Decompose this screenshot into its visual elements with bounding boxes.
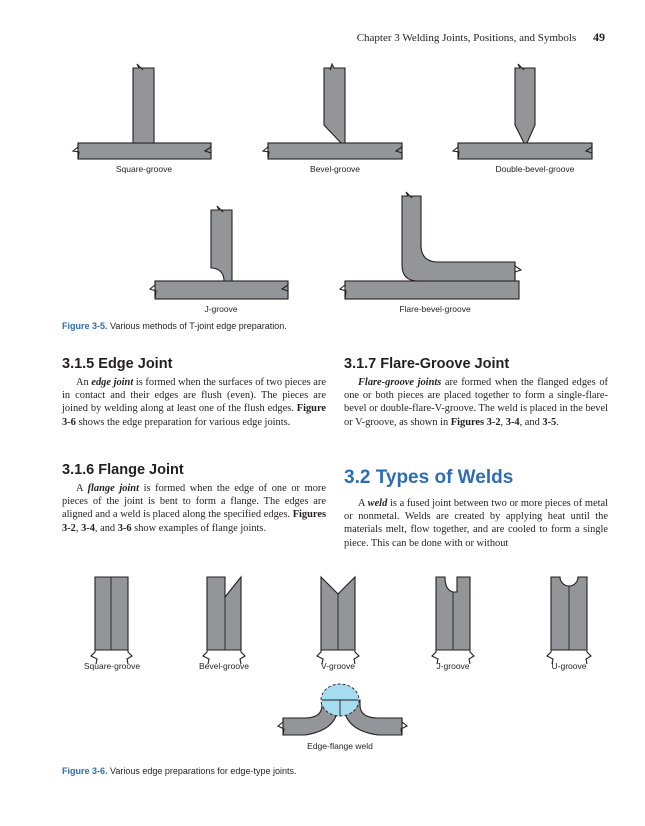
section-3-1-5 [62, 356, 326, 429]
section-3-1-6 [62, 462, 326, 535]
t-joint-j-groove-drawing [150, 206, 288, 299]
figure-reference: Figures 3-2 [450, 416, 501, 428]
t-joint-bevel-groove-drawing [263, 64, 402, 159]
edge-joint-u-groove-drawing [547, 577, 591, 664]
term: edge joint [91, 377, 134, 388]
section-paragraph: A weld is a fused joint between two or more pieces of metal or nonmetal. Welds are created by applying heat until the materials melt, flow together, and are cooled to form a single piece. This can be done with or without [344, 498, 608, 549]
section-heading: 3.1.6 Flange Joint [62, 462, 184, 478]
section-heading: 3.2 Types of Welds [344, 467, 514, 488]
label-j-groove-t: J-groove [204, 304, 238, 314]
figure-reference: 3-4 [81, 522, 95, 534]
figure-reference: Figures 3-2 [62, 509, 326, 534]
figure-reference: Figure 3-6 [62, 403, 326, 428]
t-joint-square-groove-drawing [73, 64, 211, 159]
label-j-groove-edge: J-groove [436, 661, 470, 671]
figure-reference: 3-5 [542, 416, 557, 428]
section-3-1-7 [344, 356, 608, 429]
label-flare-bevel-groove-t: Flare-bevel-groove [399, 304, 471, 314]
label-square-groove-edge: Square-groove [83, 661, 141, 671]
figure-3-6-caption-text: Various edge preparations for edge-type joints. [107, 766, 297, 776]
figure-3-5-number: Figure 3-5. [62, 321, 108, 331]
figure-reference: 3-4 [505, 416, 520, 428]
term: flange joint [87, 483, 139, 494]
label-double-bevel-groove-t: Double-bevel-groove [495, 164, 575, 174]
section-heading: 3.1.5 Edge Joint [62, 356, 173, 372]
edge-joint-square-groove-drawing [91, 577, 132, 664]
t-joint-double-bevel-groove-drawing [453, 64, 592, 159]
page-number: 49 [593, 30, 605, 44]
figure-3-6-caption [62, 766, 296, 776]
label-u-groove-edge: U-groove [551, 661, 587, 671]
label-bevel-groove-edge: Bevel-groove [198, 661, 250, 671]
term: weld [367, 498, 388, 509]
figure-3-5-caption [62, 321, 287, 331]
edge-flange-weld-drawing [278, 684, 407, 735]
figure-3-5-caption-text: Various methods of T-joint edge preparation. [107, 321, 287, 331]
t-joint-flare-bevel-groove-drawing [340, 192, 521, 299]
section-paragraph: An edge joint is formed when the surfaces of two pieces are in contact and their edges are flush (even). The pieces are joined by welding along at least one of the flush edges. Figure 3-6 shows the edge preparation for various edge joints. [62, 377, 326, 428]
chapter-title: Chapter 3 Welding Joints, Positions, and Symbols [356, 32, 577, 44]
section-paragraph: A flange joint is formed when the edge of one or more pieces of the joint is bent to form a flange. The edges are aligned and a weld is placed along the specified edges. Figures 3-2, 3-4, and 3-6 show examples of flange joints. [62, 483, 326, 534]
figure-3-6-number: Figure 3-6. [62, 766, 108, 776]
edge-joint-v-groove-drawing [317, 577, 359, 664]
term: Flare-groove joints [358, 377, 442, 388]
section-3-2 [344, 467, 608, 550]
label-v-groove-edge: V-groove [320, 661, 356, 671]
section-heading: 3.1.7 Flare-Groove Joint [344, 356, 510, 372]
figure-reference: 3-6 [117, 522, 132, 534]
label-edge-flange-weld: Edge-flange weld [307, 741, 373, 751]
edge-joint-j-groove-drawing [432, 577, 474, 664]
edge-joint-bevel-groove-drawing [203, 577, 245, 664]
label-square-groove-t: Square-groove [115, 164, 173, 174]
section-paragraph: Flare-groove joints are formed when the flanged edges of one or both pieces are placed together to form a single-flare-bevel or double-flare-V-groove. The weld is placed in the bevel or V-groove, as shown in Figures 3-2, 3-4, and 3-5. [344, 377, 608, 428]
label-bevel-groove-t: Bevel-groove [309, 164, 361, 174]
